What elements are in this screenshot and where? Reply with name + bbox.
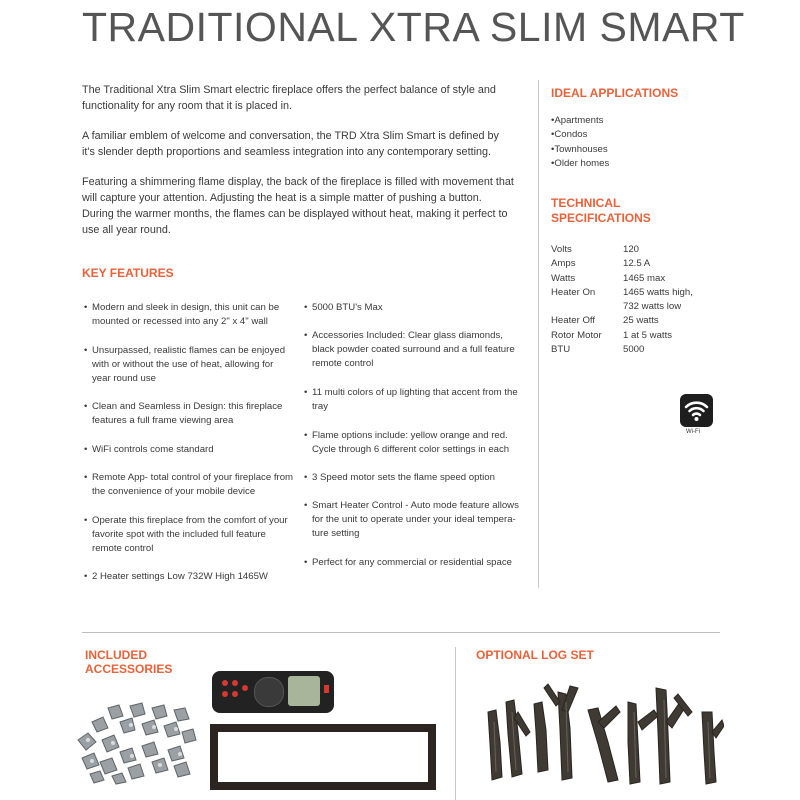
key-features-heading: KEY FEATURES bbox=[82, 266, 174, 280]
surround-frame-image bbox=[210, 724, 436, 790]
table-row: BTU 5000 bbox=[551, 344, 645, 356]
list-item: • Unsurpassed, realistic flames can be enjoyed with or without the use of heat, allowing for year round use bbox=[84, 344, 294, 386]
list-item: • Modern and sleek in design, this unit can be mounted or recessed into any 2" x 4" wall bbox=[84, 301, 294, 329]
intro-paragraph: A familiar emblem of welcome and conversation, the TRD Xtra Slim Smart is defined by it's slender depth proportions and seamless integration into any contemporary setting. bbox=[82, 130, 499, 158]
technical-specifications-heading: TECHNICAL SPECIFICATIONS bbox=[551, 196, 651, 225]
list-item: • Perfect for any commercial or residential space bbox=[304, 556, 512, 570]
list-item: • WiFi controls come standard bbox=[84, 443, 214, 457]
list-item: • Older homes bbox=[551, 157, 609, 171]
list-item: • 2 Heater settings Low 732W High 1465W bbox=[84, 570, 268, 584]
list-item: • Remote App- total control of your fireplace from the convenience of your mobile device bbox=[84, 471, 294, 499]
table-row: Heater On 1465 watts high, bbox=[551, 286, 693, 298]
table-row: Volts 120 bbox=[551, 244, 640, 255]
intro-paragraph: The Traditional Xtra Slim Smart electric fireplace offers the perfect balance of style and functionality for any room that it is placed in. bbox=[82, 84, 496, 112]
column-divider bbox=[538, 80, 539, 588]
spec-table bbox=[551, 243, 693, 357]
list-item: • 5000 BTU's Max bbox=[304, 301, 383, 315]
intro-text bbox=[82, 82, 514, 252]
remote-control-image bbox=[212, 671, 334, 713]
list-item: • Accessories Included: Clear glass diamonds, black powder coated surround and a full feature remote control bbox=[304, 329, 526, 371]
ideal-applications-heading: IDEAL APPLICATIONS bbox=[551, 86, 679, 100]
list-item: • Apartments bbox=[551, 114, 609, 128]
list-item: • 11 multi colors of up lighting that accent from the tray bbox=[304, 386, 526, 414]
table-row: Amps 12.5 A bbox=[551, 258, 651, 270]
list-item: • Smart Heater Control - Auto mode feature allows for the unit to operate under your ideal tempera-ture setting bbox=[304, 499, 526, 541]
table-row: Rotor Motor 1 at 5 watts bbox=[551, 329, 673, 341]
list-item: • Condos bbox=[551, 128, 609, 142]
included-accessories-heading: INCLUDED ACCESSORIES bbox=[85, 648, 173, 676]
glass-diamonds-image bbox=[72, 700, 202, 785]
table-row: 732 watts low bbox=[623, 301, 682, 313]
column-divider bbox=[455, 647, 456, 800]
log-set-image bbox=[478, 682, 724, 790]
table-row: Watts 1465 max bbox=[551, 272, 666, 284]
list-item: • Flame options include: yellow orange and red. Cycle through 6 different color settings in each bbox=[304, 429, 526, 457]
list-item: • Clean and Seamless in Design: this fireplace features a full frame viewing area bbox=[84, 400, 294, 428]
list-item: • Townhouses bbox=[551, 143, 609, 157]
wifi-icon bbox=[680, 394, 713, 427]
ideal-applications-list bbox=[551, 114, 609, 171]
intro-paragraph: Featuring a shimmering flame display, the back of the fireplace is filled with movement that will capture your attention. Adjusting the heat is a simple matter of pushing a button. During the warmer months, the flames can be displayed without heat, making it perfect to use all year round. bbox=[82, 176, 514, 236]
wifi-label: Wi-Fi bbox=[686, 429, 700, 435]
list-item: • Operate this fireplace from the comfort of your favorite spot with the included full feature remote control bbox=[84, 514, 294, 556]
list-item: • 3 Speed motor sets the flame speed option bbox=[304, 471, 495, 485]
table-row: Heater Off 25 watts bbox=[551, 315, 659, 327]
optional-log-set-heading: OPTIONAL LOG SET bbox=[476, 648, 594, 662]
section-divider bbox=[82, 632, 720, 633]
page-title: TRADITIONAL XTRA SLIM SMART bbox=[82, 4, 745, 50]
